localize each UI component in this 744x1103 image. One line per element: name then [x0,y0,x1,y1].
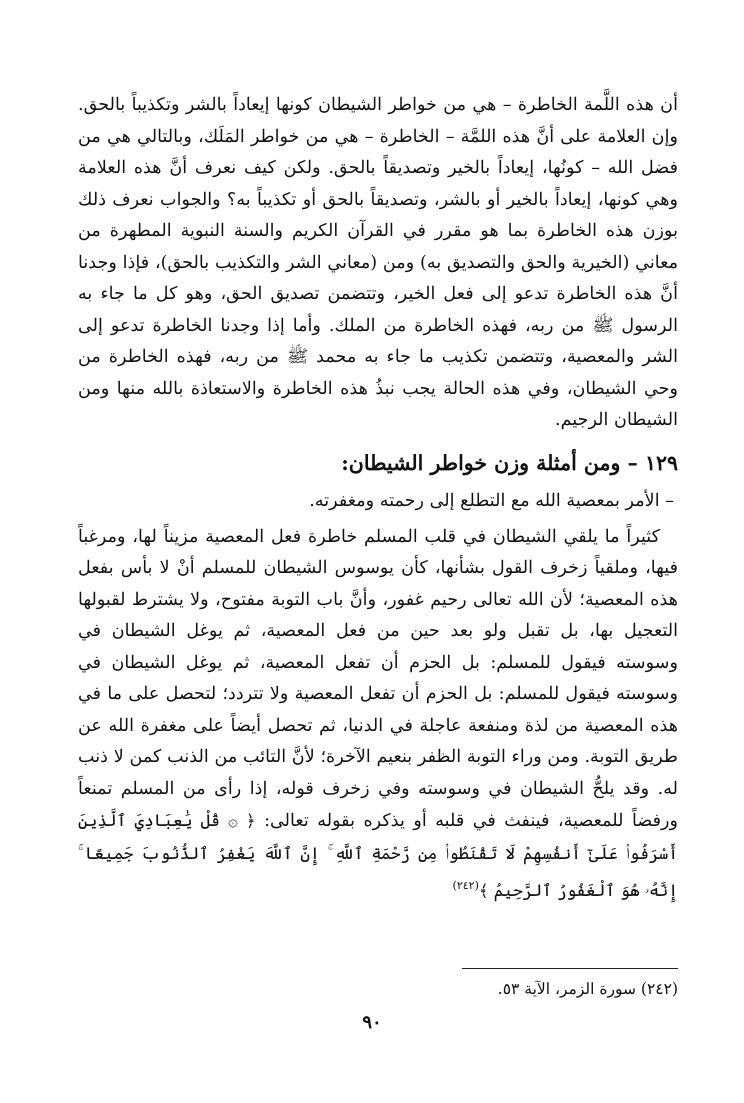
section-heading: ١٢٩ – ومن أمثلة وزن خواطر الشيطان: [341,450,678,475]
body-paragraph-2 [78,522,678,908]
paragraph-2-text: كثيراً ما يلقي الشيطان في قلب المسلم خاطرة فعل المعصية مزيناً لها، ومرغباً فيها، وملقياً زخرف القول بشأنها، كأن يوسوس الشيطان للمسلم أنْ لا بأس بفعل هذه المعصية؛ لأن الله تعالى رحيم غفور، وأنَّ باب التوبة مفتوح، ولا يشترط لقبولها التعجيل بها، بل تقبل ولو بعد حين من فعل المعصية، ثم يوغل الشيطان في وسوسته فيقول للمسلم: بل الحزم أن تفعل المعصية، ثم يوغل الشيطان في وسوسته فيقول للمسلم: بل الحزم أن تفعل المعصية ولا تتردد؛ لتحصل على ما في هذه المعصية من لذة ومنفعة عاجلة في الدنيا، ثم تحصل أيضاً على مغفرة الله عن طريق التوبة. ومن وراء التوبة الظفر بنعيم الآخرة؛ لأنَّ التائب من الذنب كمن لا ذنب له. وقد يلحُّ الشيطان في وسوسته وفي زخرف قوله، إذا رأى من المسلم تمنعاً ورفضاً للمعصية، فينفث في قلبه أو يذكره بقوله تعالى: [78,526,679,831]
bullet-item: – الأمر بمعصية الله مع التطلع إلى رحمته ومغفرته. [309,490,674,511]
body-paragraph: أن هذه اللَّمة الخاطرة – هي من خواطر الشيطان كونها إيعاداً بالشر وتكذيباً بالحق. وإن العلامة على أنَّ هذه اللمَّة – الخاطرة – هي من خواطر المَلَك، وبالتالي هي من فضل الله – كونُها، إيعاداً بالخير وتصديقاً بالحق. ولكن كيف نعرف أنَّ هذه العلامة وهي كونها، إيعاداً بالخير أو بالشر، وتصديقاً بالحق أو تكذيباً به؟ والجواب نعرف ذلك بوزن هذه الخاطرة بما هو مقرر في القرآن الكريم والسنة النبوية المطهرة من معاني (الخيرية والحق والتصديق به) ومن (معاني الشر والتكذيب بالحق)، فإذا وجدنا أنَّ هذه الخاطرة تدعو إلى فعل الخير، وتتضمن تصديق الحق، وهو كل ما جاء به الرسول ﷺ من ربه، فهذه الخاطرة من الملك. وأما إذا وجدنا الخاطرة تدعو إلى الشر والمعصية، وتتضمن تكذيب ما جاء به محمد ﷺ من ربه، فهذه الخاطرة من وحي الشيطان، وفي هذه الحالة يجب نبذُ هذه الخاطرة والاستعاذة بالله منها ومن الشيطان الرجيم. [78,95,678,430]
footnote-reference[interactable]: (٢٤٢) [452,879,479,892]
quran-verse: ﴿ ۞ قُلْ يَٰعِبَادِيَ ٱلَّذِينَ أَسْرَفُوا۟ عَلَىٰٓ أَنفُسِهِمْ لَا تَقْنَطُوا۟ مِن رَّحْمَةِ ٱللَّهِ ۚ إِنَّ ٱللَّهَ يَغْفِرُ ٱلذُّنُوبَ جَمِيعًا ۚ إِنَّهُۥ هُوَ ٱلْغَفُورُ ٱلرَّحِيمُ ﴾ [78,811,678,900]
footnote: (٢٤٢) سورة الزمر، الآية ٥٣. [497,980,678,998]
page-number: ٩٠ [362,1012,382,1033]
page-content [78,90,678,907]
footnote-divider [462,968,678,969]
